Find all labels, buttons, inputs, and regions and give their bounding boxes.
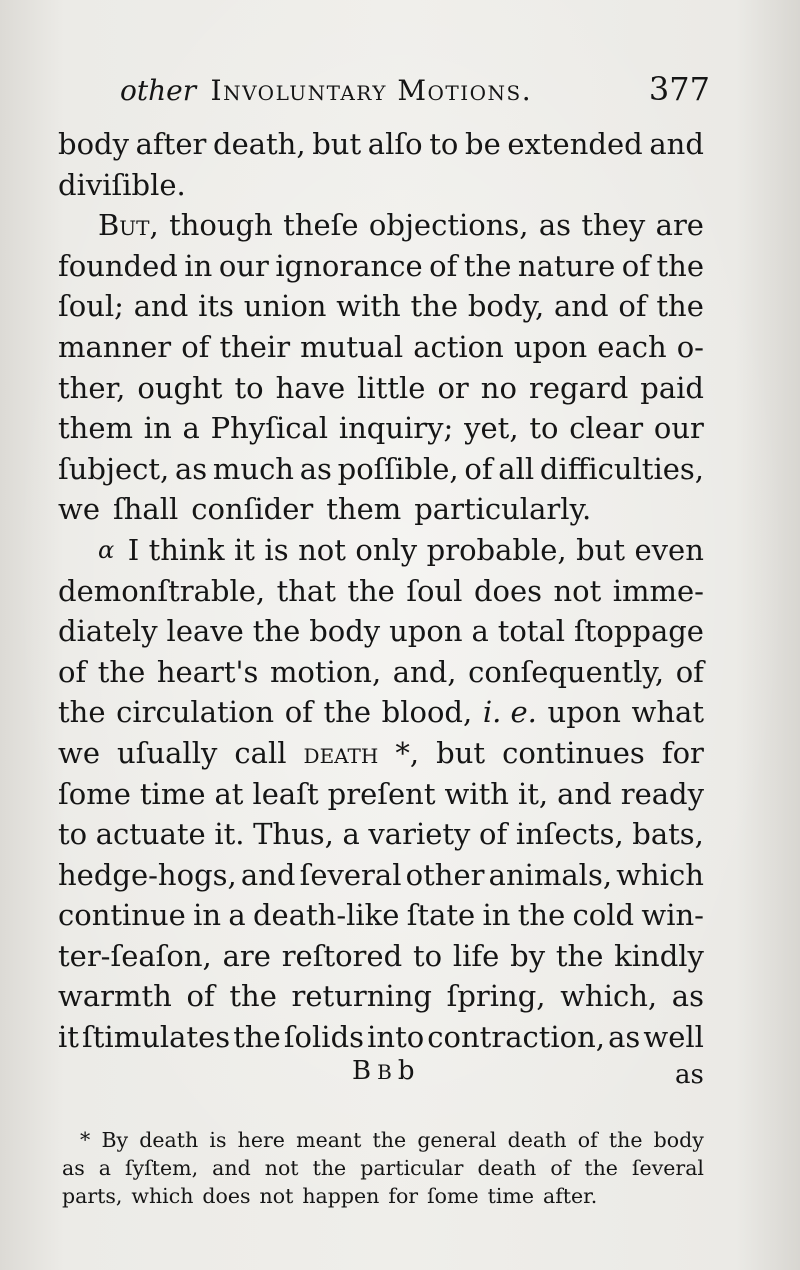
word: as [299, 451, 332, 486]
word: imme- [612, 573, 704, 608]
word: to [412, 938, 443, 973]
word: I [127, 532, 140, 567]
word: our [653, 411, 704, 446]
word: as [671, 979, 704, 1014]
word: as [608, 1020, 641, 1055]
text-line [58, 408, 704, 449]
word: continue [58, 898, 186, 933]
word: actuate [95, 817, 206, 852]
word: which, [560, 979, 658, 1014]
word: it [234, 532, 255, 567]
italic-abbreviation: i. e. [482, 695, 537, 730]
word: is [264, 532, 289, 567]
text-line [58, 1017, 704, 1058]
word: the [517, 898, 566, 933]
word: ther, [58, 370, 126, 405]
word: heart's [156, 654, 259, 689]
word: cold [572, 898, 635, 933]
word: to [529, 411, 559, 446]
text-line [58, 976, 704, 1017]
word: with [336, 289, 401, 324]
word: particularly. [414, 492, 592, 527]
word: difficulties, [539, 451, 704, 486]
word: ſpring, [446, 979, 546, 1014]
word: the [229, 979, 277, 1014]
word: them [58, 411, 133, 446]
word: after [135, 127, 207, 161]
word: is [209, 1128, 227, 1152]
word: mutual [300, 329, 404, 364]
text-line [58, 895, 704, 936]
word: life [452, 938, 500, 973]
word: bats, [632, 817, 704, 852]
text-line [58, 246, 704, 287]
word: but [436, 735, 486, 770]
word: ſoul; [58, 289, 124, 324]
word: warmth [58, 979, 172, 1014]
word: blood, [381, 695, 473, 730]
text-line [58, 327, 704, 368]
word: death, [213, 127, 306, 161]
word: the [656, 248, 704, 283]
word: body [309, 614, 381, 649]
word: the [233, 1020, 281, 1055]
word: inſects, [515, 817, 624, 852]
text-line [58, 286, 704, 327]
word: its [198, 289, 234, 324]
word: yet, [464, 411, 519, 446]
word: here [237, 1128, 285, 1152]
word: preſent [327, 776, 436, 811]
small-caps-death: death [303, 735, 379, 770]
word: body [653, 1128, 704, 1152]
word: ignorance [275, 248, 423, 283]
word: body [58, 127, 129, 161]
word: or [437, 370, 469, 405]
word: well [643, 1020, 704, 1055]
word: we [58, 735, 100, 770]
word: By [101, 1128, 129, 1152]
word: the [608, 1128, 643, 1152]
footnote-line [62, 1182, 704, 1210]
word: think [148, 532, 225, 567]
word: have [275, 370, 346, 405]
word: of [621, 248, 650, 283]
word: but [312, 127, 362, 161]
word: ready [620, 776, 704, 811]
word: continues [502, 735, 645, 770]
text-line [58, 571, 704, 612]
word: ſome [58, 776, 131, 811]
word: nature [517, 248, 616, 283]
word: the [584, 1156, 618, 1180]
footnote [62, 1126, 704, 1210]
word: death [477, 1156, 537, 1180]
word: are [222, 938, 271, 973]
text-line [58, 368, 704, 409]
word: ſtate [406, 898, 476, 933]
word: not [259, 1184, 294, 1208]
signature-letter-small: B [377, 1060, 398, 1084]
word: the [312, 1156, 347, 1180]
word: of [550, 1156, 571, 1180]
word: hedge-hogs, [58, 857, 237, 892]
word: parts, [62, 1184, 123, 1208]
text-line [58, 124, 704, 165]
word: ſeveral [299, 857, 402, 892]
word: but [576, 532, 625, 567]
word: in [184, 248, 213, 283]
text-line [58, 855, 704, 896]
word: ſyſtem, [125, 1156, 199, 1180]
word: be [465, 127, 501, 161]
word: of [429, 248, 458, 283]
word: ſtimulates [82, 1020, 231, 1055]
word: as [538, 208, 572, 243]
footnote-line [62, 1126, 704, 1154]
word: and [649, 127, 704, 161]
word: the [323, 695, 372, 730]
word: for [388, 1184, 419, 1208]
word: as [174, 451, 208, 486]
word: the [58, 695, 106, 730]
word: body, [467, 289, 545, 324]
text-line [58, 936, 704, 977]
word: of [675, 654, 704, 689]
text-line [58, 652, 704, 693]
word: the [555, 938, 604, 973]
word: alſo [367, 127, 423, 161]
word: death [139, 1128, 199, 1152]
word: it [58, 1020, 79, 1055]
word: does [202, 1184, 251, 1208]
text-line [58, 165, 704, 206]
footnote-line [62, 1154, 704, 1182]
word: o- [676, 329, 704, 364]
signature-mark [352, 1056, 420, 1086]
word: time [139, 776, 206, 811]
word: in [143, 411, 172, 446]
word: what [631, 695, 704, 730]
word: to [429, 127, 459, 161]
word: all [498, 451, 535, 486]
word: win- [641, 898, 704, 933]
word: that [276, 573, 336, 608]
word: of [186, 979, 215, 1014]
word: variety [368, 817, 471, 852]
running-title-italic: other [120, 74, 197, 107]
word: it, [517, 776, 549, 811]
word: diately [58, 614, 158, 649]
word: the [463, 248, 512, 283]
word: action [413, 329, 504, 364]
word: objections, [368, 208, 529, 243]
word: time [487, 1184, 534, 1208]
word: and [133, 289, 189, 324]
word: contraction, [427, 1020, 606, 1055]
word: of [181, 329, 210, 364]
word: Thus, [253, 817, 334, 852]
text-line [58, 611, 704, 652]
word: call [234, 735, 287, 770]
text-line [58, 692, 704, 733]
footnote-reference: *, [395, 735, 420, 770]
running-title [120, 74, 532, 107]
word: clear [569, 411, 644, 446]
text-line [58, 449, 704, 490]
word: a [471, 614, 489, 649]
word: in [482, 898, 511, 933]
word: and [212, 1156, 251, 1180]
word: into [367, 1020, 425, 1055]
word: ſhall [113, 492, 179, 527]
word: a [98, 1156, 112, 1180]
word: does [473, 573, 543, 608]
word: ſubject, [58, 451, 170, 486]
word: circulation [116, 695, 275, 730]
word: returning [291, 979, 432, 1014]
word: total [497, 614, 566, 649]
word: particular [360, 1156, 464, 1180]
word: ſtoppage [573, 614, 704, 649]
word: them [326, 492, 402, 527]
text-line [58, 489, 704, 530]
word: not [264, 1156, 299, 1180]
word: much [212, 451, 294, 486]
word: union [243, 289, 327, 324]
word: happen [302, 1184, 380, 1208]
word: we [58, 492, 100, 527]
word: not [553, 573, 602, 608]
word: of [577, 1128, 598, 1152]
word: ought [137, 370, 223, 405]
word: animals, [488, 857, 613, 892]
word: ſolids [283, 1020, 365, 1055]
word: not [298, 532, 346, 567]
word: of [464, 451, 493, 486]
word: their [219, 329, 291, 364]
text-line [58, 774, 704, 815]
word: * [80, 1128, 91, 1152]
word: only [355, 532, 418, 567]
word: and [554, 289, 609, 324]
catchword: as [675, 1060, 704, 1090]
word: founded [58, 248, 178, 283]
word: the [372, 1128, 407, 1152]
word: the [410, 289, 459, 324]
word: a [182, 411, 200, 446]
text-line [58, 530, 704, 571]
word: manner [58, 329, 172, 364]
word: leaſt [252, 776, 319, 811]
word: meant [296, 1128, 362, 1152]
word: our [218, 248, 269, 283]
word: of [58, 654, 87, 689]
word: conſider [191, 492, 314, 527]
word: leave [166, 614, 244, 649]
word: at [214, 776, 244, 811]
word: Phyſical [210, 411, 329, 446]
word: they [581, 208, 646, 243]
word: conſequently, [468, 654, 665, 689]
word: it. [214, 817, 245, 852]
paragraph-lead-word: But, [98, 208, 159, 243]
word: the [252, 614, 301, 649]
word: probable, [426, 532, 567, 567]
word: though [169, 208, 273, 243]
word: little [357, 370, 426, 405]
running-title-caps: Involuntary Motions. [210, 74, 533, 107]
word: and [557, 776, 612, 811]
word: inquiry; [338, 411, 454, 446]
word: ſeveral [631, 1156, 704, 1180]
word: even [634, 532, 704, 567]
word: of [479, 817, 508, 852]
word: each [597, 329, 667, 364]
word: paid [640, 370, 704, 405]
word: of [618, 289, 647, 324]
text-line [58, 205, 704, 246]
word: kindly [614, 938, 704, 973]
word: are [655, 208, 704, 243]
word: theſe [283, 208, 359, 243]
signature-letter: B [352, 1056, 378, 1086]
word: in [193, 898, 222, 933]
page-number: 377 [648, 70, 710, 108]
word: a [342, 817, 360, 852]
word: other [405, 857, 485, 892]
word: for [661, 735, 704, 770]
word: to [234, 370, 264, 405]
word: uſually [117, 735, 218, 770]
word: upon [389, 614, 463, 649]
word: of [284, 695, 313, 730]
word: ter-ſeaſon, [58, 938, 212, 973]
word: ſoul [406, 573, 463, 608]
word: which [131, 1184, 194, 1208]
text-line [58, 733, 704, 774]
text-line [58, 814, 704, 855]
word: as [62, 1156, 85, 1180]
running-header [120, 68, 710, 108]
word: poſſible, [337, 451, 459, 486]
word: to [58, 817, 88, 852]
word: after. [542, 1184, 598, 1208]
word: diviſible. [58, 167, 186, 202]
word: a [228, 898, 246, 933]
word: and [240, 857, 296, 892]
word: ſome [427, 1184, 479, 1208]
word: with [444, 776, 509, 811]
word: regard [528, 370, 629, 405]
word: upon [513, 329, 588, 364]
word: death-like [252, 898, 400, 933]
word: by [510, 938, 546, 973]
word: the [97, 654, 146, 689]
paragraph-marker: α [98, 535, 115, 564]
word: the [347, 573, 395, 608]
signature-letter: b [397, 1056, 421, 1086]
word: demonſtrable, [58, 573, 266, 608]
word: upon [547, 695, 621, 730]
body-text [58, 124, 704, 1058]
word: no [480, 370, 517, 405]
word: extended [507, 127, 643, 161]
word: and, [392, 654, 457, 689]
word: motion, [269, 654, 382, 689]
word: the [656, 289, 704, 324]
word: death [507, 1128, 567, 1152]
word: general [417, 1128, 497, 1152]
word: reſtored [281, 938, 403, 973]
word: which [616, 857, 704, 892]
